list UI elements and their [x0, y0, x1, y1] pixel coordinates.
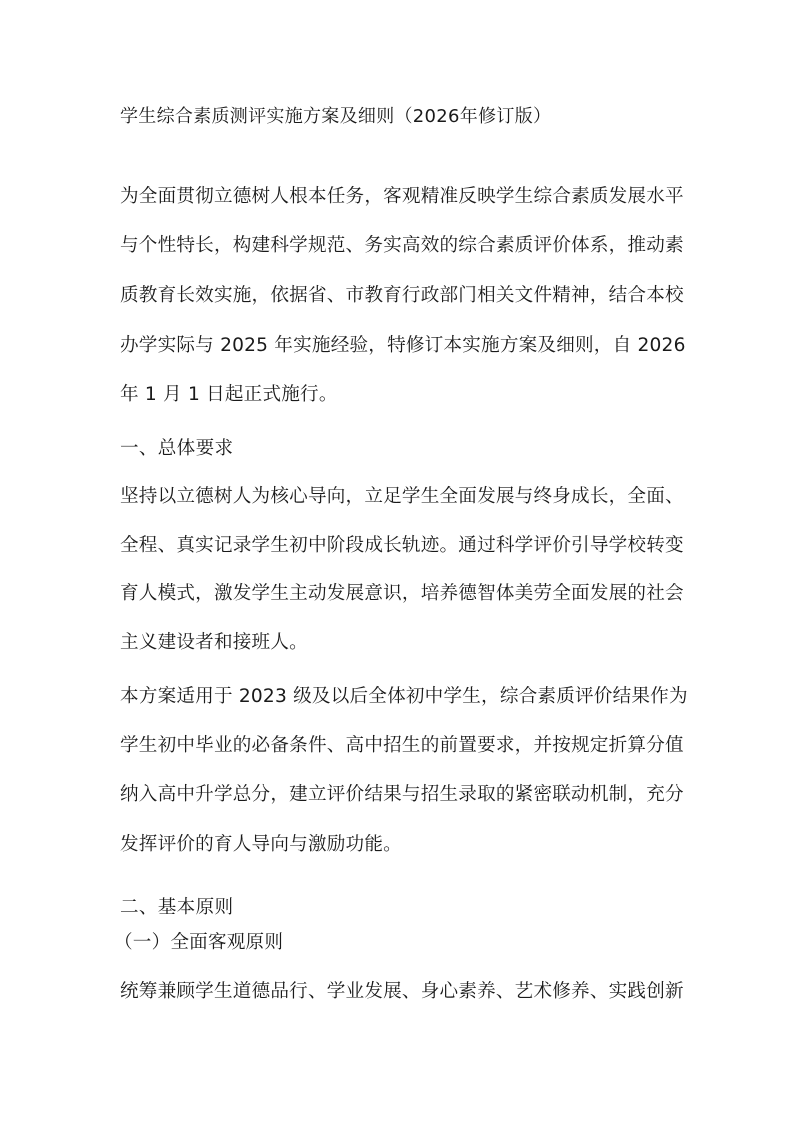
s1p1-line-2: 全程、真实记录学生初中阶段成长轨迹。通过科学评价引导学校转变 — [120, 535, 684, 556]
section-2-heading: 二、基本原则 — [120, 897, 234, 918]
intro-line-5: 年 1 月 1 日起正式施行。 — [120, 384, 338, 405]
s1p2-line-1: 本方案适用于 2023 级及以后全体初中学生，综合素质评价结果作为 — [120, 686, 688, 707]
subsection-1-heading: （一）全面客观原则 — [114, 932, 284, 953]
s1p2-line-4: 发挥评价的育人导向与激励功能。 — [120, 834, 402, 855]
subsection-1-line-1: 统筹兼顾学生道德品行、学业发展、身心素养、艺术修养、实践创新 — [120, 981, 684, 1002]
s1p2-line-3: 纳入高中升学总分，建立评价结果与招生录取的紧密联动机制，充分 — [120, 784, 684, 805]
intro-line-3: 质教育长效实施，依据省、市教育行政部门相关文件精神，结合本校 — [120, 285, 684, 306]
s1p1-line-1: 坚持以立德树人为核心导向，立足学生全面发展与终身成长，全面、 — [120, 486, 684, 507]
intro-line-2: 与个性特长，构建科学规范、务实高效的综合素质评价体系，推动素 — [120, 235, 684, 256]
s1p1-line-3: 育人模式，激发学生主动发展意识，培养德智体美劳全面发展的社会 — [120, 583, 684, 604]
intro-line-1: 为全面贯彻立德树人根本任务，客观精准反映学生综合素质发展水平 — [120, 186, 684, 207]
s1p2-line-2: 学生初中毕业的必备条件、高中招生的前置要求，并按规定折算分值 — [120, 735, 684, 756]
s1p1-line-4: 主义建设者和接班人。 — [120, 632, 308, 653]
section-1-heading: 一、总体要求 — [120, 438, 234, 459]
intro-line-4: 办学实际与 2025 年实施经验，特修订本实施方案及细则，自 2026 — [120, 335, 686, 356]
document-title: 学生综合素质测评实施方案及细则（2026年修订版） — [120, 106, 552, 127]
